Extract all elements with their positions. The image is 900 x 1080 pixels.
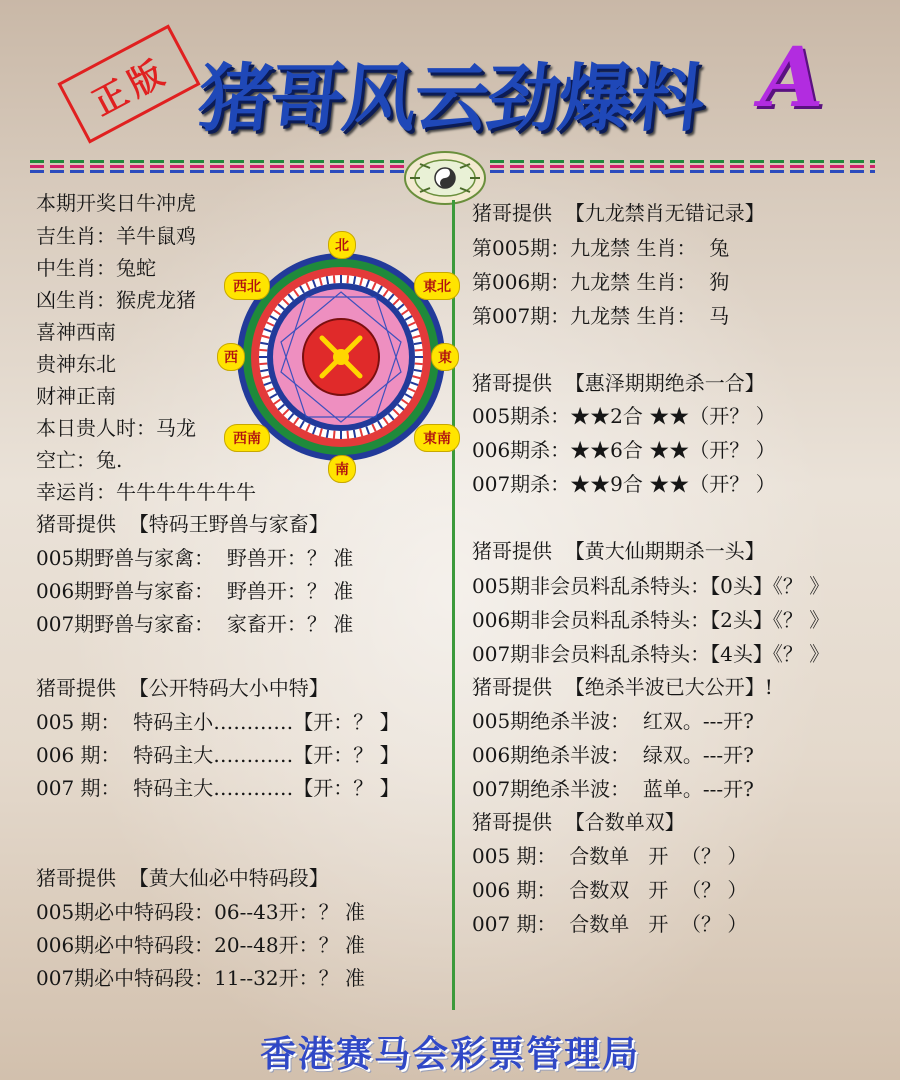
prediction-row: 005期必中特码段：06--43开：？ 准 [36, 900, 365, 924]
almanac-line: 贵神东北 [36, 352, 116, 376]
prediction-row: 006期杀：★★6合 ★★（开？ ） [472, 438, 776, 462]
almanac-line: 凶生肖：猴虎龙猪 [36, 288, 196, 312]
compass-badge-nw: 西北 [224, 272, 270, 300]
compass-badge-se: 東南 [414, 424, 460, 452]
almanac-line: 本日贵人时：马龙 [36, 416, 196, 440]
prediction-row: 007期杀：★★9合 ★★（开？ ） [472, 472, 776, 496]
prediction-row: 第005期：九龙禁 生肖： 兔 [472, 236, 730, 260]
section-header: 猪哥提供 【合数单双】 [472, 810, 685, 834]
compass-badge-ne: 東北 [414, 272, 460, 300]
almanac-line: 吉生肖：羊牛鼠鸡 [36, 224, 196, 248]
prediction-row: 005期绝杀半波： 红双。---开? [472, 709, 754, 733]
section-header: 猪哥提供 【九龙禁肖无错记录】 [472, 201, 765, 225]
left-column [36, 0, 446, 1080]
compass-badge-s: 南 [328, 455, 356, 483]
almanac-line: 财神正南 [36, 384, 116, 408]
prediction-row: 007 期： 合数单 开 （？ ） [472, 912, 748, 936]
right-column [472, 0, 892, 1080]
footer-authority: 香港赛马会彩票管理局 [259, 1034, 640, 1075]
footer-divider [30, 1004, 870, 1022]
compass-badge-w: 西 [217, 343, 245, 371]
prediction-row: 007期野兽与家畜： 家畜开：？ 准 [36, 612, 354, 636]
prediction-row: 007期非会员料乱杀特头：【4头】《？ 》 [472, 642, 830, 666]
compass-badge-n: 北 [328, 231, 356, 259]
stamp-text: 正版 [85, 50, 176, 124]
prediction-row: 005期野兽与家禽： 野兽开：？ 准 [36, 546, 354, 570]
section-header: 猪哥提供 【黄大仙必中特码段】 [36, 866, 329, 890]
prediction-row: 006期必中特码段：20--48开：？ 准 [36, 933, 365, 957]
prediction-row: 007 期： 特码主大…………【开：？ 】 [36, 776, 400, 800]
prediction-row: 007期绝杀半波： 蓝单。---开? [472, 777, 754, 801]
section-header: 猪哥提供 【惠泽期期绝杀一合】 [472, 371, 765, 395]
prediction-row: 006期绝杀半波： 绿双。---开? [472, 743, 754, 767]
prediction-row: 005 期： 合数单 开 （？ ） [472, 844, 748, 868]
prediction-row: 005期非会员料乱杀特头：【0头】《？ 》 [472, 574, 830, 598]
compass-badge-e: 東 [431, 343, 459, 371]
almanac-line: 幸运肖：牛牛牛牛牛牛牛 [36, 480, 256, 504]
prediction-row: 006 期： 特码主大…………【开：？ 】 [36, 743, 400, 767]
compass-badge-sw: 西南 [224, 424, 270, 452]
prediction-row: 005期杀：★★2合 ★★（开？ ） [472, 404, 776, 428]
section-header: 猪哥提供 【特码王野兽与家畜】 [36, 512, 329, 536]
almanac-line: 本期开奖日牛冲虎 [36, 191, 196, 215]
section-header: 猪哥提供 【公开特码大小中特】 [36, 676, 329, 700]
almanac-line: 喜神西南 [36, 320, 116, 344]
almanac-line: 中生肖：兔蛇 [36, 256, 156, 280]
section-header: 猪哥提供 【绝杀半波已大公开】! [472, 675, 773, 699]
almanac-line: 空亡：兔. [36, 448, 123, 472]
prediction-row: 第006期：九龙禁 生肖： 狗 [472, 270, 730, 294]
prediction-row: 006期野兽与家畜： 野兽开：？ 准 [36, 579, 354, 603]
prediction-row: 005 期： 特码主小…………【开：？ 】 [36, 710, 400, 734]
prediction-row: 006期非会员料乱杀特头：【2头】《？ 》 [472, 608, 830, 632]
prediction-row: 007期必中特码段：11--32开：？ 准 [36, 966, 365, 990]
prediction-row: 第007期：九龙禁 生肖： 马 [472, 304, 730, 328]
edition-letter: A [760, 30, 824, 126]
poster-title: 猪哥风云劲爆料 [194, 56, 708, 142]
prediction-row: 006 期： 合数双 开 （？ ） [472, 878, 748, 902]
section-header: 猪哥提供 【黄大仙期期杀一头】 [472, 539, 765, 563]
